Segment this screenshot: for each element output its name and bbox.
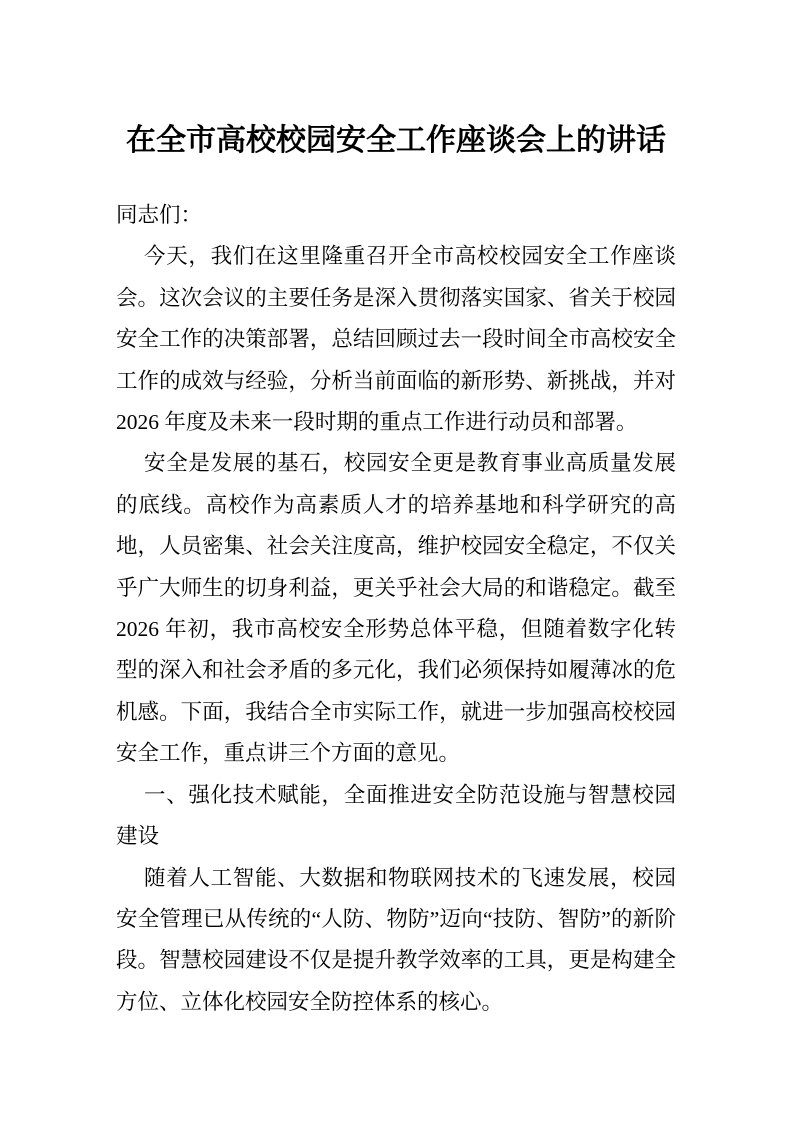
paragraph-opening: 今天，我们在这里隆重召开全市高校校园安全工作座谈会。这次会议的主要任务是深入贯彻落实国家、省关于校园安全工作的决策部署，总结回顾过去一段时间全市高校安全工作的成效与经验，分析当前面临的新形势、新挑战，并对 2026 年度及未来一段时期的重点工作进行动员和部署。	[116, 244, 676, 435]
document-body	[116, 195, 676, 1023]
paragraph-importance: 安全是发展的基石，校园安全更是教育事业高质量发展的底线。高校作为高素质人才的培养基地和科学研究的高地，人员密集、社会关注度高，维护校园安全稳定，不仅关乎广大师生的切身利益，更关乎社会大局的和谐稳定。截至 2026 年初，我市高校安全形势总体平稳，但随着数字化转型的深入和社会矛盾的多元化，我们必须保持如履薄冰的危机感。下面，我结合全市实际工作，就进一步加强高校校园安全工作，重点讲三个方面的意见。	[116, 451, 676, 766]
section-heading-one: 一、强化技术赋能，全面推进安全防范设施与智慧校园建设	[116, 782, 676, 849]
salutation: 同志们：	[116, 203, 203, 227]
paragraph-smart-campus: 随着人工智能、大数据和物联网技术的飞速发展，校园安全管理已从传统的“人防、物防”迈向“技防、智防”的新阶段。智慧校园建设不仅是提升教学效率的工具，更是构建全方位、立体化校园安全防控体系的核心。	[116, 865, 676, 1014]
document-title: 在全市高校校园安全工作座谈会上的讲话	[126, 124, 666, 157]
